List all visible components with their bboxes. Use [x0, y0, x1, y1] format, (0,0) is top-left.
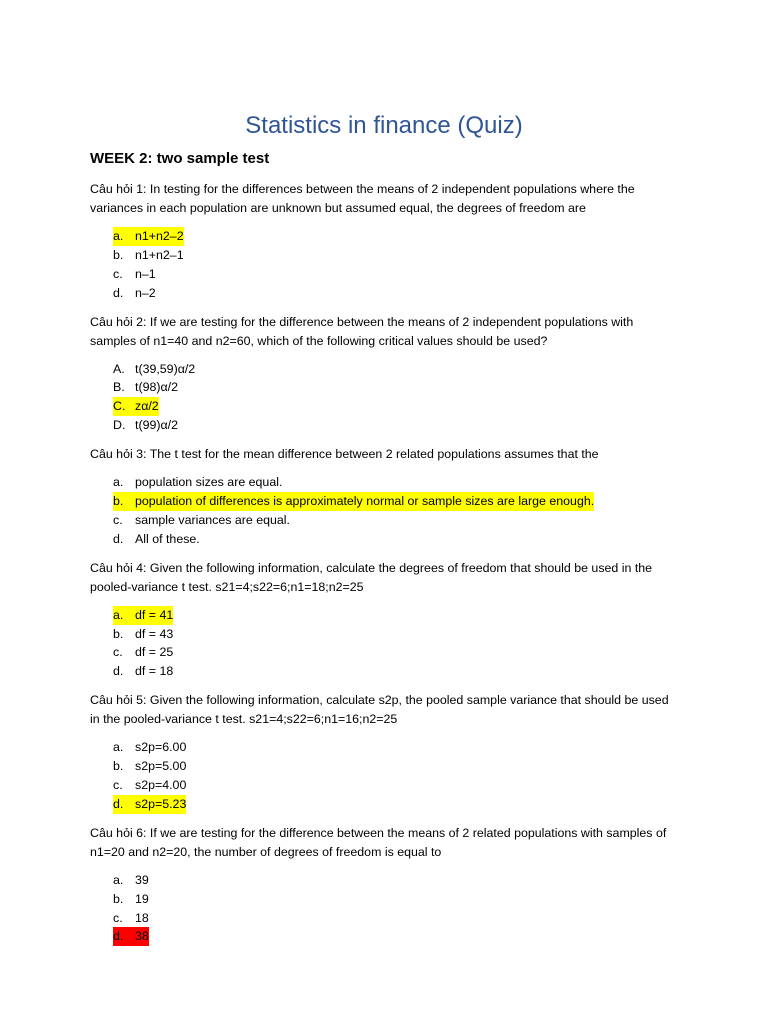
- answer-option: [90, 378, 678, 397]
- option-text: df = 43: [135, 626, 174, 641]
- option-letter: a.: [113, 607, 124, 622]
- option-letter: c.: [113, 778, 123, 793]
- answer-option-content: [113, 662, 173, 681]
- option-text: s2p=4.00: [135, 778, 187, 793]
- answer-option-content: [113, 397, 159, 416]
- answer-option: [90, 530, 678, 549]
- answer-option-content: [113, 606, 173, 625]
- section-heading: WEEK 2: two sample test: [90, 150, 270, 167]
- answer-option: [90, 284, 678, 303]
- option-letter: b.: [113, 494, 124, 509]
- answer-option: [90, 643, 678, 662]
- option-letter: d.: [113, 796, 124, 811]
- option-text: population sizes are equal.: [135, 475, 283, 490]
- answer-option-content: [113, 246, 184, 265]
- answer-option-content: [113, 909, 149, 928]
- option-text: n–1: [135, 266, 156, 281]
- answer-option-content: [113, 643, 173, 662]
- answer-option: [90, 890, 678, 909]
- answer-option-content: [113, 360, 195, 379]
- option-text: 39: [135, 872, 149, 887]
- answer-option: [90, 757, 678, 776]
- option-text: population of differences is approximately normal or sample sizes are large enough.: [135, 494, 595, 509]
- document-title: Statistics in finance (Quiz): [245, 112, 523, 139]
- answer-options: [90, 871, 678, 947]
- answer-option: [90, 397, 678, 416]
- answer-options: [90, 473, 678, 549]
- option-letter: C.: [113, 399, 126, 414]
- option-text: n–2: [135, 285, 156, 300]
- question-text: Câu hỏi 2: If we are testing for the difference between the means of 2 independent populations with samples of n1=40 and n2=60, which of the following critical values should be used?: [90, 314, 634, 348]
- answer-option: [90, 492, 678, 511]
- answer-options: [90, 738, 678, 814]
- option-letter: d.: [113, 531, 124, 546]
- question-text: Câu hỏi 6: If we are testing for the difference between the means of 2 related populations with samples of n1=20 and n2=20, the number of degrees of freedom is equal to: [90, 825, 667, 859]
- option-letter: d.: [113, 285, 124, 300]
- answer-option: [90, 909, 678, 928]
- question-block: [90, 313, 678, 436]
- question-block: [90, 445, 678, 549]
- answer-option-content: [113, 795, 186, 814]
- answer-options: [90, 227, 678, 303]
- option-letter: a.: [113, 229, 124, 243]
- option-letter: b.: [113, 247, 124, 262]
- option-text: 18: [135, 910, 149, 925]
- option-letter: b.: [113, 759, 124, 774]
- answer-option-content: [113, 927, 149, 946]
- option-text: s2p=5.23: [135, 796, 187, 811]
- answer-option-content: [113, 757, 186, 776]
- question-block: [90, 691, 678, 814]
- answer-option-content: [113, 473, 282, 492]
- option-letter: c.: [113, 910, 123, 925]
- answer-option-content: [113, 416, 178, 435]
- answer-option: [90, 606, 678, 625]
- option-text: 19: [135, 891, 149, 906]
- option-text: df = 41: [135, 607, 174, 622]
- option-text: 38: [135, 929, 149, 944]
- option-letter: b.: [113, 626, 124, 641]
- option-letter: a.: [113, 475, 124, 490]
- option-letter: d.: [113, 929, 124, 944]
- answer-option: [90, 265, 678, 284]
- answer-option-content: [113, 378, 178, 397]
- answer-option: [90, 662, 678, 681]
- question-block: [90, 824, 678, 947]
- answer-option-content: [113, 890, 149, 909]
- answer-option: [90, 795, 678, 814]
- question-block: [90, 559, 678, 682]
- question-text: Câu hỏi 3: The t test for the mean difference between 2 related populations assumes that the: [90, 447, 599, 462]
- answer-options: [90, 606, 678, 682]
- option-letter: A.: [113, 361, 125, 376]
- answer-option: [90, 473, 678, 492]
- answer-option: [90, 360, 678, 379]
- option-letter: c.: [113, 266, 123, 281]
- answer-option: [90, 625, 678, 644]
- answer-option-content: [113, 265, 156, 284]
- question-block: [90, 180, 678, 303]
- answer-option: [90, 871, 678, 890]
- option-text: sample variances are equal.: [135, 512, 290, 527]
- option-text: df = 25: [135, 645, 174, 660]
- answer-option-content: [113, 227, 184, 246]
- answer-option: [90, 227, 678, 246]
- question-text: Câu hỏi 4: Given the following information, calculate the degrees of freedom that should be used in the pooled-variance t test. s21=4;s22=6;n1=18;n2=25: [90, 560, 653, 594]
- answer-option-content: [113, 625, 173, 644]
- answer-options: [90, 360, 678, 436]
- answer-option: [90, 776, 678, 795]
- option-letter: a.: [113, 872, 124, 887]
- answer-option-content: [113, 776, 186, 795]
- option-text: t(98)α/2: [135, 380, 178, 395]
- option-text: df = 18: [135, 664, 174, 679]
- option-text: zα/2: [135, 399, 159, 414]
- option-text: s2p=5.00: [135, 759, 187, 774]
- answer-option: [90, 416, 678, 435]
- option-letter: B.: [113, 380, 125, 395]
- question-list: [90, 180, 678, 946]
- answer-option-content: [113, 871, 149, 890]
- answer-option-content: [113, 530, 200, 549]
- answer-option-content: [113, 492, 594, 511]
- option-text: n1+n2–2: [135, 229, 184, 243]
- option-text: t(39,59)α/2: [135, 361, 196, 376]
- option-letter: c.: [113, 645, 123, 660]
- answer-option-content: [113, 284, 156, 303]
- answer-option: [90, 927, 678, 946]
- answer-option: [90, 738, 678, 757]
- answer-option: [90, 511, 678, 530]
- question-text: Câu hỏi 5: Given the following information, calculate s2p, the pooled sample variance that should be used in the pooled-variance t test. s21=4;s22=6;n1=16;n2=25: [90, 693, 669, 727]
- option-letter: d.: [113, 664, 124, 679]
- answer-option-content: [113, 511, 290, 530]
- option-letter: D.: [113, 418, 126, 433]
- option-text: All of these.: [135, 531, 200, 546]
- option-letter: c.: [113, 512, 123, 527]
- option-text: s2p=6.00: [135, 740, 187, 755]
- option-text: n1+n2–1: [135, 247, 184, 262]
- question-text: Câu hỏi 1: In testing for the differences between the means of 2 independent populations where the variances in each population are unknown but assumed equal, the degrees of freedom are: [90, 182, 635, 215]
- option-letter: a.: [113, 740, 124, 755]
- option-text: t(99)α/2: [135, 418, 178, 433]
- option-letter: b.: [113, 891, 124, 906]
- answer-option-content: [113, 738, 186, 757]
- answer-option: [90, 246, 678, 265]
